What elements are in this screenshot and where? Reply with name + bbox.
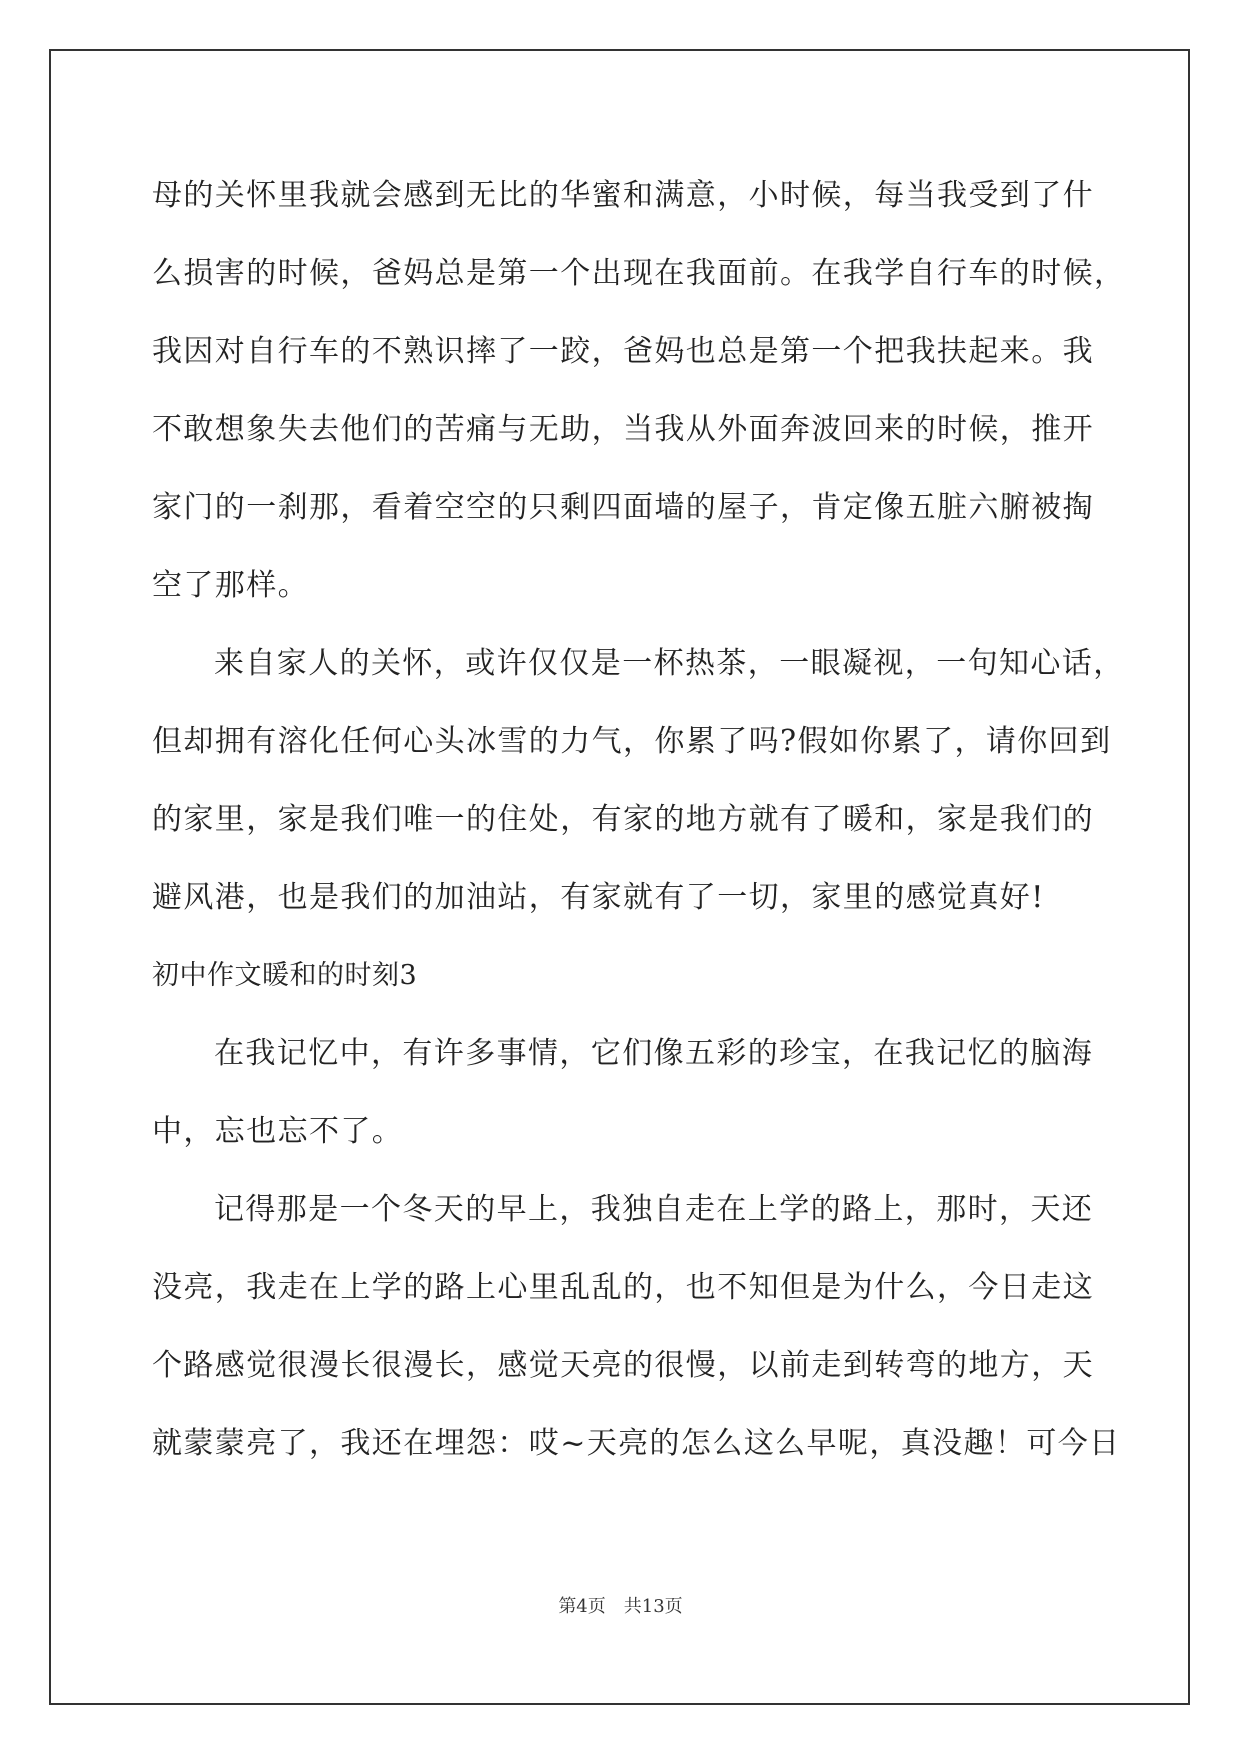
text-line: 不敢想象失去他们的苦痛与无助，当我从外面奔波回来的时候，推开 [152, 412, 1094, 447]
text-line: 家门的一刹那，看着空空的只剩四面墙的屋子，肯定像五脏六腑被掏 [152, 490, 1094, 525]
text-line: 空了那样。 [152, 568, 309, 603]
section-heading: 初中作文暖和的时刻3 [152, 960, 418, 991]
paragraph-start-line: 来自家人的关怀，或许仅仅是一杯热茶，一眼凝视，一句知心话， [214, 646, 1125, 681]
text-line: 母的关怀里我就会感到无比的华蜜和满意，小时候，每当我受到了什 [152, 178, 1094, 213]
text-line: 我因对自行车的不熟识摔了一跤，爸妈也总是第一个把我扶起来。我 [152, 334, 1094, 369]
text-line: 个路感觉很漫长很漫长，感觉天亮的很慢，以前走到转弯的地方，天 [152, 1348, 1094, 1383]
text-line: 么损害的时候，爸妈总是第一个出现在我面前。在我学自行车的时候， [152, 256, 1126, 291]
text-line: 的家里，家是我们唯一的住处，有家的地方就有了暖和，家是我们的 [152, 802, 1094, 837]
text-line: 但却拥有溶化任何心头冰雪的力气，你累了吗?假如你累了，请你回到 [152, 724, 1112, 759]
page-footer [0, 1592, 1241, 1618]
text-line: 中，忘也忘不了。 [152, 1114, 404, 1149]
paragraph-start-line: 在我记忆中，有许多事情，它们像五彩的珍宝，在我记忆的脑海 [214, 1036, 1094, 1071]
page-total: 共13页 [623, 1596, 683, 1617]
text-line: 就蒙蒙亮了，我还在埋怨：哎~天亮的怎么这么早呢，真没趣！可今日 [152, 1426, 1121, 1461]
document-body [152, 157, 1126, 1483]
page-number: 第4页 [558, 1596, 606, 1617]
text-line: 避风港，也是我们的加油站，有家就有了一切，家里的感觉真好! [152, 880, 1045, 915]
paragraph-start-line: 记得那是一个冬天的早上，我独自走在上学的路上，那时，天还 [214, 1192, 1094, 1227]
text-line: 没亮，我走在上学的路上心里乱乱的，也不知但是为什么，今日走这 [152, 1270, 1094, 1305]
